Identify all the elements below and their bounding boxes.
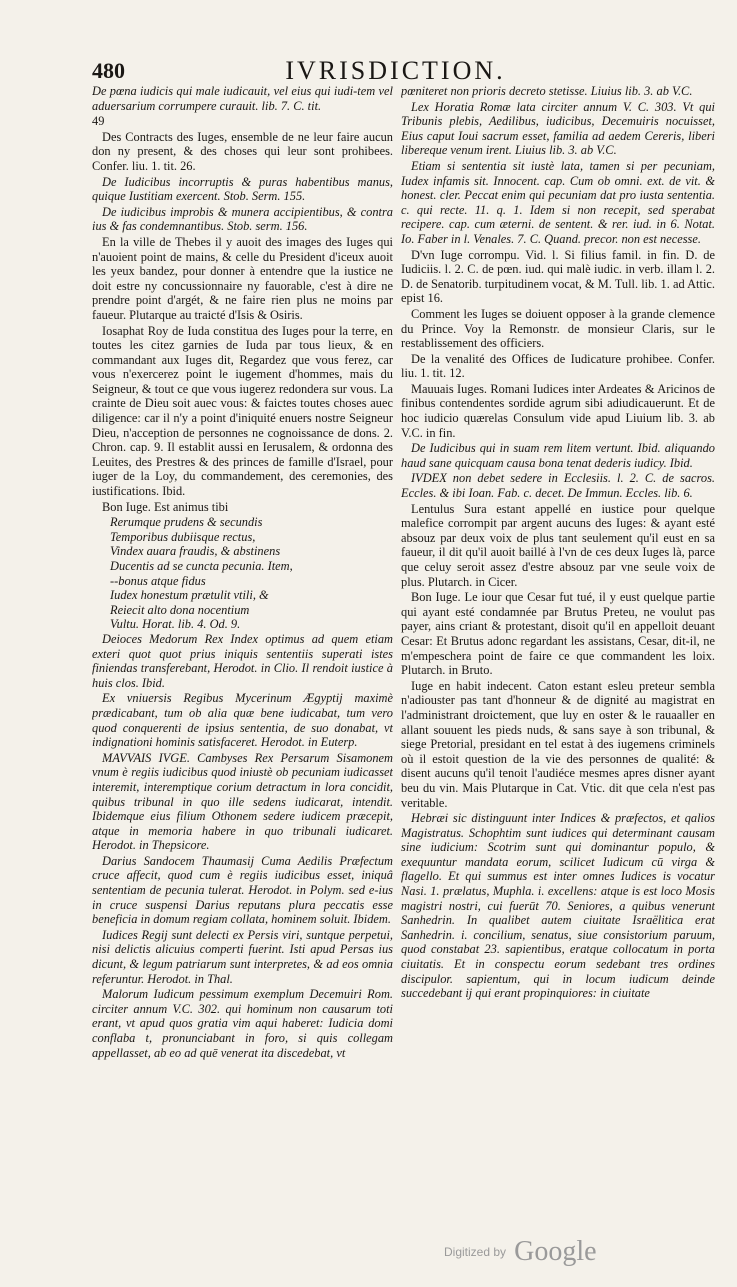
left-column-paragraph: Darius Sandocem Thaumasij Cuma Aedilis Præfectum cruce affecit, quod cum è regiis iudicibus esset, iniquâ sententiam de pecunia tulerat. Herodot. in Polym. sed e-ius in cruce suspensi Darius reputans plura peccatis esse beneficia in domum regiam collata, hominem soluit. Ibidem. bbox=[92, 853, 393, 927]
watermark-prefix: Digitized by bbox=[444, 1245, 507, 1259]
running-title: IVRISDICTION. bbox=[285, 56, 506, 85]
right-column-paragraph: D'vn Iuge corrompu. Vid. l. Si filius famil. in fin. D. de Iudiciis. l. 2. C. de pœn. iud. qui malè iudic. in verb. illam l. 2. D. de Senatorib. turpitudinem vocat, & M. Tull. lib. 1. ad Attic. epist 16. bbox=[401, 247, 715, 306]
left-column-paragraph: De pœna iudicis qui male iudicauit, vel eius qui iudi-tem vel aduersarium corrumpere curauit. lib. 7. C. tit. bbox=[92, 84, 393, 113]
left-column-paragraph: Vindex auara fraudis, & abstinens bbox=[110, 544, 281, 559]
right-column-paragraph: De la venalité des Offices de Iudicature prohibee. Confer. liu. 1. tit. 12. bbox=[401, 351, 715, 381]
digitized-watermark bbox=[444, 1236, 597, 1268]
left-column-paragraph: 49 bbox=[92, 114, 105, 129]
left-column-paragraph: Reiecit alto dona nocentium bbox=[110, 602, 250, 617]
right-column-paragraph: Comment les Iuges se doiuent opposer à la grande clemence du Prince. Voy la Remonstr. de monsieur Claris, sur le restablissement des officiers. bbox=[401, 306, 715, 351]
left-column-paragraph: Des Contracts des Iuges, ensemble de ne leur faire aucun don ny present, & des choses qui leur sont prohibees. Confer. liu. 1. tit. 26. bbox=[92, 129, 393, 173]
right-column-paragraph: Lex Horatia Romæ lata circiter annum V. C. 303. Vt qui Tribunis plebis, Aedilibus, iudicibus, Decemuiris nocuisset, Eius caput Ioui sacrum esset, familia ad aedem Cereris, liberi libereque venum irent. Liuius lib. 3. ab V.C. bbox=[401, 99, 715, 158]
page-number: 480 bbox=[92, 58, 125, 83]
right-column-paragraph: IVDEX non debet sedere in Ecclesiis. l. 2. C. de sacros. Eccles. & ibi Ioan. Fab. c. decet. De Immun. Eccles. lib. 6. bbox=[401, 471, 715, 501]
watermark-brand: Google bbox=[514, 1236, 597, 1267]
left-column-paragraph: Vultu. Horat. lib. 4. Od. 9. bbox=[110, 617, 241, 632]
left-column-paragraph: Iudex honestum prætulit vtili, & bbox=[110, 588, 269, 603]
right-column bbox=[401, 84, 715, 1184]
left-column-paragraph: Bon Iuge. Est animus tibi bbox=[102, 499, 229, 514]
right-column-paragraph: Etiam si sententia sit iustè lata, tamen si per pecuniam, Iudex infamis sit. Innocent. cap. Cum ob omni. ext. de vit. & honest. cler. Peccat enim qui pecuniam dat pro iusta sententia. c. qui recte. 11. q. 1. Idem si non recepit, sed sperabat recipere. cap. cum æterni. de sentent. & rer. iud. in 6. Notat. Io. Faber in l. Venales. 7. C. Quand. precor. non est necesse. bbox=[401, 158, 715, 246]
left-column-paragraph: De Iudicibus incorruptis & puras habentibus manus, quique Iustitiam exercent. Stob. Serm. 155. bbox=[92, 174, 393, 204]
right-column-paragraph: pœniteret non prioris decreto stetisse. Liuius lib. 3. ab V.C. bbox=[401, 84, 693, 98]
left-column-paragraph: De iudicibus improbis & munera accipientibus, & contra ius & fas condemnantibus. Stob. serm. 156. bbox=[92, 204, 393, 234]
left-column-paragraph: Temporibus dubiisque rectus, bbox=[110, 529, 256, 544]
left-column-paragraph: Ducentis ad se cuncta pecunia. Item, bbox=[110, 559, 293, 573]
left-column-paragraph: Iosaphat Roy de Iuda constitua des Iuges pour la terre, en toutes les citez garnies de Iuda par tous lieux, & en commandant aux Iuges dit, Regardez que vous ferez, car vous n'exercerez point le iugement d'hommes, mais du Seigneur, & tout ce que vous iugerez redondera sur vous. La crainte de Dieu soit auec vous: & faictes toutes choses auec diligence: car il n'y a point d'iniquité enuers nostre Seigneur Dieu, n'acception de personnes ne cognoissance de dons. 2. Chron. cap. 9. Il establit aussi en Ierusalem, & ordonna des Leuites, des Prestres & des princes de famille d'Israel, pour iuger de la Loy, du commandement, des ceremonies, des iustifications. Ibid. bbox=[92, 323, 393, 499]
right-column-paragraph: Bon Iuge. Le iour que Cesar fut tué, il y eust quelque partie qui ayant esté condamnée par Brutus Preteu, ne voulut pas payer, ains criant & protestant, disoit qu'il en appelloit deuant Cesar: Et Brutus adonc regardant les assistans, Cesar, dit-il, ne m'empeschera point de faire ce que commandent les loix. Plutarch. in Bruto. bbox=[401, 590, 715, 678]
left-column bbox=[92, 84, 393, 1164]
left-column-paragraph: Rerumque prudens & secundis bbox=[110, 515, 263, 530]
right-column-paragraph: Hebræi sic distinguunt inter Indices & præfectos, et qalios Magistratus. Schophtim sunt iudices qui determinant causam sine iudicium: Scotrim sunt qui dominantur populo, & exequuntur mandata eorum, scilicet Iudicum cū virga & flagello. Et qui summus est inter omnes Iudices is vocatur Nasi. 1. prælatus, Muphla. i. excellens: atque is est loco Mosis magistri nostri, cui fuerūt 70. Seniores, a quibus venerunt Sanhedrin. In qualibet autem ciuitate Israëlitica erat Sanhedrin. i. concilium, senatus, siue consistorium paruum, quod constabat 23. sapientibus, eratque collocatum in porta ciuitatis. Et in conspectu eorum sedebant tres ordines discipulor. sapientum, qui in locum iudicum deinde succedebant ij qui erant propinquiores: in ciuitate bbox=[401, 811, 715, 1001]
left-column-paragraph: Iudices Regij sunt delecti ex Persis viri, suntque perpetui, nisi delictis alicuius comperti fuerint. Isti apud Persas ius dicunt, & legum patriarum sunt interpretes, & ad eos omnia referuntur. Herodot. in Thal. bbox=[92, 927, 393, 986]
left-column-paragraph: MAVVAIS IVGE. Cambyses Rex Persarum Sisamonem vnum è regiis iudicibus quod iniustè ob pecuniam iudicasset interemit, interemptique corium detractum in lora concidit, quibus tribunal in quo ille sedens iudicarat, intendit. Ibidemque eius filium Othonem sedere iudicem præcepit, atque in memoria habere in quo tribunali iudicaret. Herodot. in Thepsicore. bbox=[92, 750, 393, 853]
right-column-paragraph: Mauuais Iuges. Romani Iudices inter Ardeates & Aricinos de finibus contendentes sordide agrum sibi adiudicauerunt. Et de hoc iudicio quærelas Consulum vide apud Liuium lib. 3. ab V.C. in fin. bbox=[401, 381, 715, 440]
left-column-paragraph: Malorum Iudicum pessimum exemplum Decemuiri Rom. circiter annum V.C. 302. qui hominum non causarum toti erant, vt apud quos gratia vim aqui haberet: Iudicia domi conflaba t, pronunciabant in foro, si quis collegam appellasset, ab eo ad quē venerat ita discedebat, vt bbox=[92, 987, 393, 1060]
left-column-paragraph: Ex vniuersis Regibus Mycerinum Ægyptij maximè prædicabant, tum ob alia quæ bene iudicabat, tum vero quod conquerenti de ipsius sententia, de suo donabat, vt indignationi hominis satisfaceret. Herodot. in Euterp. bbox=[92, 691, 393, 750]
left-column-paragraph: En la ville de Thebes il y auoit des images des Iuges qui n'auoient point de mains, & celle du President d'iceux auoit les yeux bandez, pour donner à entendre que la iustice ne doit estre ny concussionnaire ny fauorable, c'est à dire ne prendre point d'argét, & ne faire rien plus ne moins par faueur. Plutarque au traicté d'Isis & Osiris. bbox=[92, 234, 393, 322]
left-column-paragraph: --bonus atque fidus bbox=[110, 573, 206, 588]
page-header bbox=[80, 56, 711, 86]
right-column-paragraph: De Iudicibus qui in suam rem litem vertunt. Ibid. aliquando haud sane quicquam causa bona tenat dederis iudicy. Ibid. bbox=[401, 441, 715, 470]
right-column-paragraph: Iuge en habit indecent. Caton estant esleu preteur sembla n'adiouster pas tant d'honneur & de dignité au magistrat en l'administrant droictement, que luy en oster & le rauaaller en allant souuent les pieds nuds, & sans saye à son tribunal, & siege Pretorial, presidant en tel estat à des iugemens criminels où il estoit question de la vie des personnes de qualité: & disent aucuns qu'il tenoit l'audiéce mesmes apres disner ayant beu du vin. Mais Plutarque in Cat. Vtic. dit que cela n'est pas veritable. bbox=[401, 678, 715, 810]
left-column-paragraph: Deioces Medorum Rex Index optimus ad quem etiam exteri quot quot prius iniquis sententiis superati istes finiendas transferebant, Herodot. in Clio. Il rendoit iustice à huis clos. Ibid. bbox=[92, 631, 393, 690]
right-column-paragraph: Lentulus Sura estant appellé en iustice pour quelque malefice corrompit par argent aucuns des Iuges: & ayant esté absouz par deux voix de plus tant seulement qu'il eust en sa faueur, il dit qu'il auoit baillé à l'vn de ces deux Iuges là, parce que celuy seroit assez d'estre absouz par vne seule voix de plus. Plutarch. in Cicer. bbox=[401, 501, 715, 589]
